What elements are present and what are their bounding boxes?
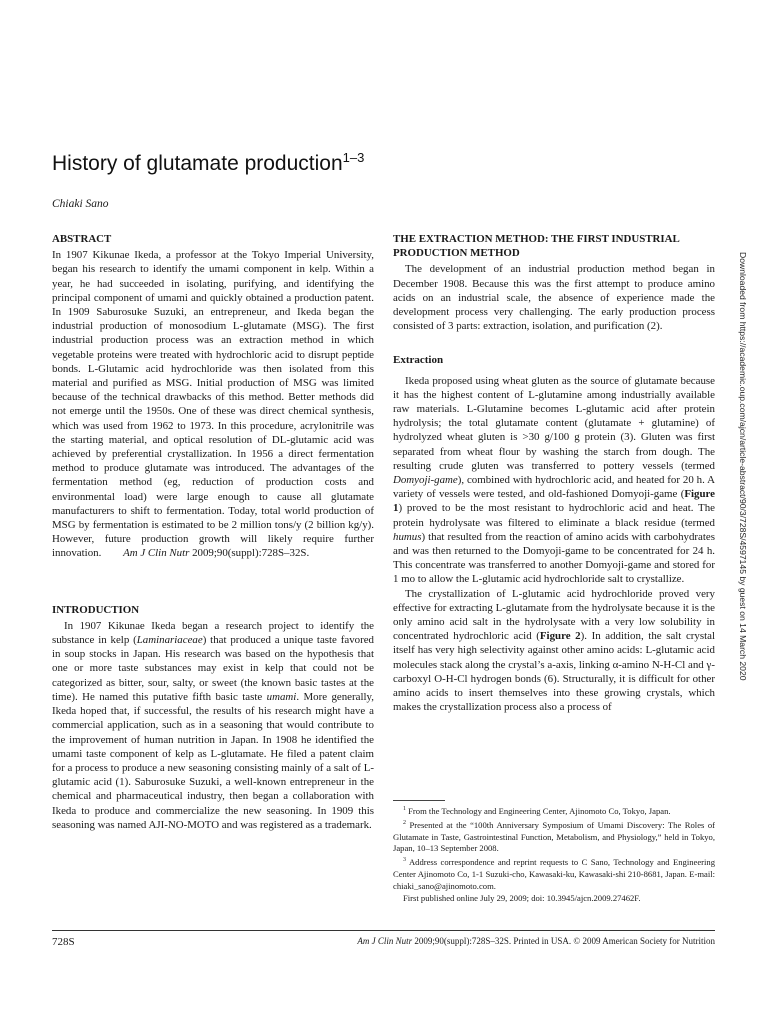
article-title-text: History of glutamate production <box>52 152 343 175</box>
extraction-paragraph-2 <box>393 587 715 715</box>
extraction-text-5: The crystallization of L-glutamic acid hydrochloride proved very effective for extracting L-glutamate from the hydrolysate because it is the only amino acid salt in the hydrolysate with a very low solubility in concentrated hydrochloric acid ( <box>393 587 715 643</box>
footnote-1 <box>393 804 715 818</box>
extraction-method-section <box>393 232 715 333</box>
page-number: 728S <box>52 936 75 948</box>
abstract-citation-journal: Am J Clin Nutr <box>123 547 190 560</box>
introduction-heading: INTRODUCTION <box>52 603 140 616</box>
intro-text-1: In 1907 Kikunae Ikeda began a research project to identify the substance in kelp ( <box>52 619 374 647</box>
extraction-subsection <box>393 353 715 714</box>
journal-footer-name: Am J Clin Nutr <box>357 936 413 946</box>
abstract-text <box>52 248 374 560</box>
publication-note: First published online July 29, 2009; doi: 10.3945/ajcn.2009.27462F. <box>403 892 641 903</box>
footnote-2-mark: 2 <box>403 819 406 826</box>
extraction-method-heading: THE EXTRACTION METHOD: THE FIRST INDUSTRIAL PRODUCTION METHOD <box>393 233 680 260</box>
footnote-rule <box>393 800 445 801</box>
extraction-text-3: ) proved to be the most resistant to hydrochloric acid and heat. The protein hydrolysate was filtered to eliminate a black residue (termed <box>393 502 715 529</box>
figure-2-ref: Figure 2 <box>539 630 581 643</box>
figure-1-ref: Figure 1 <box>393 488 715 515</box>
abstract-body: In 1907 Kikunae Ikeda, a professor at the Tokyo Imperial University, began his research to identify the umami component in kelp. Within a year, he had succeeded in isolating, purifying, and identifying the principal component of umami and quickly obtained a production patent. In 1909 Saburosuke Suzuki, an entrepreneur, and Ikeda began the industrial production of monosodium L-glutamate (MSG). The first industrial production process was an extraction method in which vegetable proteins were treated with hydrochloric acid to disrupt peptide bonds. L-Glutamic acid hydrochloride was then isolated from this material and purified as MSG. Initial production of MSG was limited because of the technical drawbacks of this method. Better methods did not emerge until the 1950s. One of these was direct chemical synthesis, which was used from 1962 to 1973. In this procedure, acrylonitrile was the starting material, and optical resolution of DL-glutamic acid was achieved by preferential crystallization. In 1956 a direct fermentation method to produce glutamate was introduced. The advantages of the fermentation method (eg, reduction of production costs and environmental load) were large enough to cause all glutamate manufacturers to shift to fermentation. Today, total world production of MSG by fermentation is estimated to be 2 million tons/y (2 billion kg/y). However, future production growth will likely require further innovation. <box>52 249 374 560</box>
article-title <box>52 150 364 176</box>
left-column <box>52 232 374 832</box>
right-column <box>393 232 715 715</box>
footnotes <box>393 804 715 905</box>
footnote-3-text: Address correspondence and reprint requests to C Sano, Technology and Engineering Center Ajinomoto Co, 1-1 Suzuki-cho, Kawasaki-ku, Kawasaki-shi 210-8681, Japan. E-mail: chiaki_sano@ajinomoto.com. <box>393 857 715 892</box>
footer-rule <box>52 930 715 931</box>
extraction-text-6: ). In addition, the salt crystal itself has very high selectivity against other amino acids: L-glutamic acid molecules stack along the crystal’s a-axis, linking α-amino N-H-Cl and γ-carboxyl O-H-Cl hydrogen bonds (6). Structurally, it is difficult for other amino acids to insert themselves into these growing crystals, which makes the crystallization process also a process of <box>393 630 715 714</box>
footnote-3 <box>393 855 715 893</box>
extraction-text-4: ) that resulted from the reaction of amino acids with carbohydrates and was then returned to the Domyoji-game to be concentrated for 24 h. This concentrate was transferred to another Domyoji-game and stored for 1 mo to allow the L-glutamic acid hydrochloride salt to crystallize. <box>393 530 715 586</box>
footnote-2-text: Presented at the “100th Anniversary Symposium of Umami Discovery: The Roles of Glutamate in Taste, Gastrointestinal Function, Metabolism, and Physiology,” held in Tokyo, Japan, 10–13 September 2008. <box>393 819 715 854</box>
abstract-citation: 2009;90(suppl):728S–32S. <box>189 547 310 560</box>
journal-footer-rest: 2009;90(suppl):728S–32S. Printed in USA. © 2009 American Society for Nutrition <box>412 936 715 946</box>
title-footnote-marks: 1–3 <box>342 150 365 165</box>
abstract-heading: ABSTRACT <box>52 233 112 245</box>
domyoji-term: Domyoji-game <box>393 474 458 487</box>
intro-umami-term: umami <box>266 690 297 703</box>
intro-text-2: ) that produced a unique taste favored in soup stocks in Japan. His research was based on the hypothesis that one or more taste substances may exist in kelp that could not be categorized as bitter, sour, salty, or sweet (the known basic tastes at the time). He named this putative fifth basic taste <box>52 634 374 703</box>
footnote-1-text: From the Technology and Engineering Center, Ajinomoto Co, Tokyo, Japan. <box>408 805 671 816</box>
abstract-section <box>52 232 374 561</box>
extraction-paragraph-1 <box>393 374 715 587</box>
introduction-paragraph <box>52 619 374 832</box>
author-name: Chiaki Sano <box>52 198 109 210</box>
footnote-2 <box>393 818 715 856</box>
intro-latin-name: Laminariaceae <box>136 634 203 647</box>
footnote-1-mark: 1 <box>403 806 406 812</box>
introduction-section <box>52 603 374 832</box>
intro-text-3: . More generally, Ikeda hoped that, if successful, the results of his research might have a commercial application, such as in a seasoning that would contribute to the improvement of human nutrition in Japan. In 1908 he identified the umami taste component of kelp as L-glutamate. He filed a patent claim for a process to produce a new seasoning consisting mainly of a salt of L-glutamic acid (1). Saburosuke Suzuki, a well-known entrepreneur in the chemical and pharmaceutical industry, then began a collaboration with Ikeda to produce and commercialize the new seasoning. In 1909 this seasoning was named AJI-NO-MOTO and was registered as a trademark. <box>52 690 374 831</box>
extraction-text-2: ), combined with hydrochloric acid, and heated for 20 h. A variety of vessels were tested, and old-fashioned Domyoji-game ( <box>393 474 715 501</box>
footnote-3-mark: 3 <box>403 857 406 864</box>
extraction-method-paragraph: The development of an industrial production method began in December 1908. Because this was the first attempt to produce amino acids on an industrial scale, the absence of experience made the development process very challenging. The early production process consisted of 3 parts: extraction, isolation, and purification (2). <box>393 263 715 333</box>
humus-term: humus <box>393 530 422 543</box>
extraction-text-1: Ikeda proposed using wheat gluten as the source of glutamate because it has the highest content of L-glutamine among industrially available raw materials. L-Glutamine becomes L-glutamic acid after protein hydrolysis; the total glutamate content (glutamate + glutamine) of hydrolyzed wheat gluten is >30 g/100 g protein (3). Gluten was first separated from wheat flour by washing the starch from dough. The resulting crude gluten was transferred to pottery vessels (termed <box>393 374 715 472</box>
download-watermark <box>737 252 749 774</box>
download-watermark-text: Downloaded from https://academic.oup.com/ajcn/article-abstract/90/3/728S/4597145 by guest on 14 March 2020 <box>738 252 748 681</box>
journal-footer <box>357 936 715 946</box>
extraction-subheading: Extraction <box>393 354 444 367</box>
